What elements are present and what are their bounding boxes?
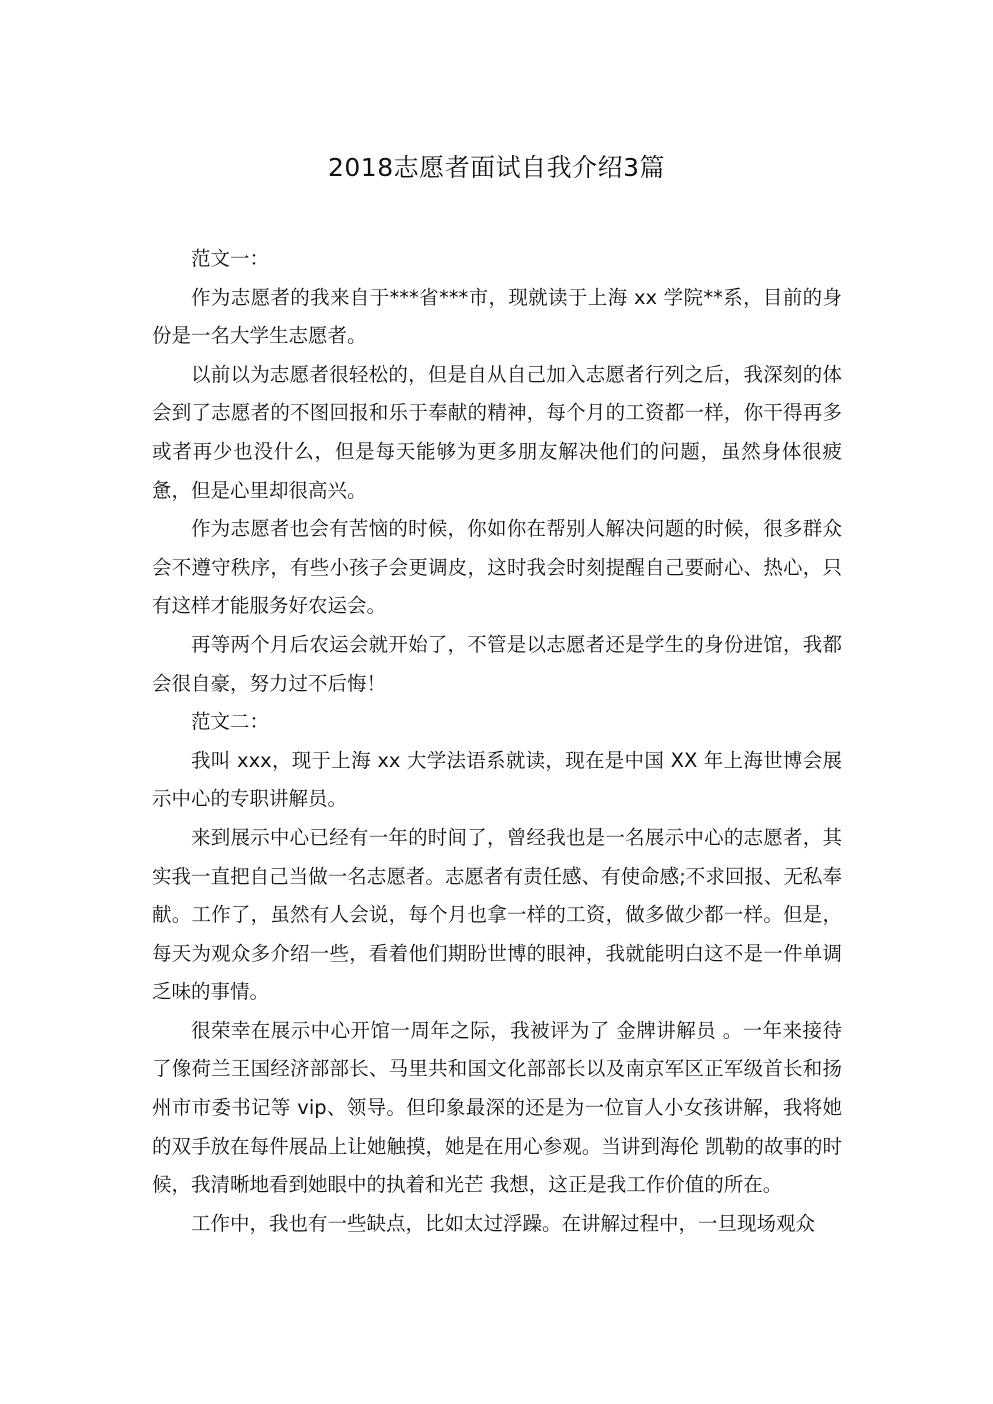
paragraph: 很荣幸在展示中心开馆一周年之际，我被评为了 金牌讲解员 。一年来接待了像荷兰王国经济部部长、马里共和国文化部部长以及南京军区正军级首长和扬州市市委书记等 vip、领导。但印象最深的还是为一位盲人小女孩讲解，我将她的双手放在每件展品上让她触摸，她是在用心参观。当讲到海伦 凯勒的故事的时候，我清晰地看到她眼中的执着和光芒 我想，这正是我工作价值的所在。 [152, 1018, 842, 1197]
paragraph: 作为志愿者的我来自于***省***市，现就读于上海 xx 学院**系，目前的身份是一名大学生志愿者。 [152, 285, 842, 348]
heading-sample-two: 范文二： [191, 710, 270, 734]
paragraph: 来到展示中心已经有一年的时间了，曾经我也是一名展示中心的志愿者，其实我一直把自己当做一名志愿者。志愿者有责任感、有使命感;不求回报、无私奉献。工作了，虽然有人会说，每个月也拿一样的工资，做多做少都一样。但是，每天为观众多介绍一些，看着他们期盼世博的眼神，我就能明白这不是一件单调乏味的事情。 [152, 825, 842, 1004]
paragraph: 工作中，我也有一些缺点，比如太过浮躁。在讲解过程中，一旦现场观众 [191, 1211, 816, 1235]
paragraph: 再等两个月后农运会就开始了，不管是以志愿者还是学生的身份进馆，我都会很自豪，努力过不后悔！ [152, 632, 842, 695]
paragraph: 以前以为志愿者很轻松的，但是自从自己加入志愿者行列之后，我深刻的体会到了志愿者的不图回报和乐于奉献的精神，每个月的工资都一样，你干得再多或者再少也没什么，但是每天能够为更多朋友解决他们的问题，虽然身体很疲惫，但是心里却很高兴。 [152, 362, 842, 502]
paragraph: 我叫 xxx，现于上海 xx 大学法语系就读，现在是中国 XX 年上海世博会展示中心的专职讲解员。 [152, 748, 842, 811]
paragraph: 作为志愿者也会有苦恼的时候，你如你在帮别人解决问题的时候，很多群众会不遵守秩序，有些小孩子会更调皮，这时我会时刻提醒自己要耐心、热心，只有这样才能服务好农运会。 [152, 517, 842, 618]
document-title: 2018志愿者面试自我介绍3篇 [327, 153, 666, 182]
heading-sample-one: 范文一： [191, 247, 270, 270]
document-body [152, 240, 842, 1243]
